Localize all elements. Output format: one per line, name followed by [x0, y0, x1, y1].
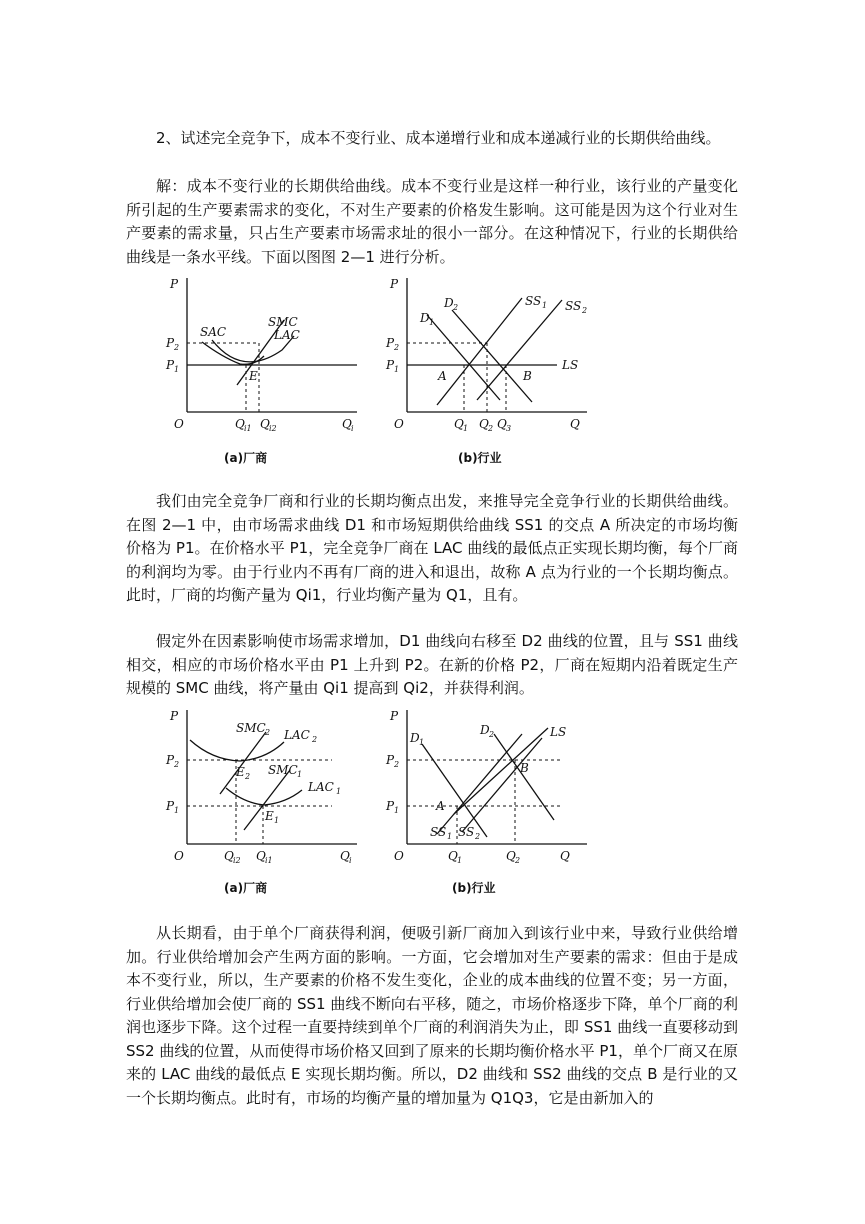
label-qi1-sub: i1: [265, 856, 273, 865]
label-qi: Q: [342, 417, 352, 431]
label-d2-sub: 2: [453, 303, 459, 312]
label-origin: O: [394, 849, 404, 863]
label-q1-sub: 1: [463, 424, 469, 433]
label-q3: Q: [497, 417, 507, 431]
label-d1-sub: 1: [429, 318, 435, 327]
d1-curve: [427, 315, 500, 400]
label-q3-sub: 3: [506, 424, 512, 433]
label-origin: O: [394, 417, 404, 431]
label-p2-sub: 2: [394, 343, 400, 352]
label-origin: O: [174, 417, 184, 431]
figure2-firm: [162, 702, 367, 902]
paragraph-1: 解：成本不变行业的长期供给曲线。成本不变行业是这样一种行业，该行业的产量变化所引起的生产要素需求的变化，不对生产要素的价格发生影响。这可能是因为这个行业对生产要素的需求量，只占生产要素市场需求址的很小一部分。在这种情况下，行业的长期供给曲线是一条水平线。下面以图图 2—1 进行分析。: [126, 177, 738, 266]
figure2-firm-caption: (a)厂商: [224, 881, 268, 895]
label-p2: P: [386, 336, 395, 350]
label-ss1: SS: [430, 825, 447, 839]
question-text: 2、试述完全竞争下，成本不变行业、成本递增行业和成本递减行业的长期供给曲线。: [156, 129, 721, 147]
label-qi2-sub: i2: [233, 856, 241, 865]
label-p1-sub: 1: [394, 806, 400, 815]
label-qi1: Q: [256, 849, 266, 863]
label-qi1: Q: [235, 417, 245, 431]
label-p: P: [390, 709, 399, 723]
label-q1: Q: [448, 849, 458, 863]
label-p: P: [170, 709, 179, 723]
figure1-firm-caption: (a)厂商: [224, 451, 268, 465]
label-d2-sub: 2: [489, 730, 495, 739]
label-p2: P: [166, 753, 175, 767]
label-ss1-sub: 1: [447, 832, 453, 841]
figure2-firm-plot: [162, 702, 367, 902]
d2-curve: [452, 310, 532, 402]
label-e2-sub: 2: [245, 772, 251, 781]
label-p1-sub: 1: [394, 365, 400, 374]
figure2-industry: [382, 702, 602, 902]
label-ss2-sub: 2: [475, 832, 481, 841]
figure2-industry-caption: (b)行业: [452, 881, 496, 895]
label-d1-sub: 1: [419, 738, 425, 747]
label-q2-sub: 2: [488, 424, 494, 433]
paragraph-4: 从长期看，由于单个厂商获得利润，便吸引新厂商加入到该行业中来，导致行业供给增加。行业供给增加会产生两方面的影响。一方面，它会增加对生产要素的需求：但由于是成本不变行业，所以，生产要素的价格不发生变化，企业的成本曲线的位置不变；另一方面，行业供给增加会使厂商的 SS1 曲线不断向右平移，随之，市场价格逐步下降，单个厂商的利润也逐步下降。这个过程一直要持续到单个厂商的利润消失为止，即 SS1 曲线一直要移动到 SS2 曲线的位置，从而使得市场价格又回到了原来的长期均衡价格水平 P1，单个厂商又在原来的 LAC 曲线的最低点 E 实现长期均衡。所以，D2 曲线和 SS2 曲线的交点 B 是行业的又一个长期均衡点。此时有，市场的均衡产量的增加量为 Q1Q3，它是由新加入的: [126, 924, 738, 1107]
label-ss2-sub: 2: [582, 306, 588, 315]
label-p2: P: [386, 753, 395, 767]
label-b: B: [520, 761, 529, 775]
label-e1-sub: 1: [274, 816, 280, 825]
label-qi: Q: [340, 849, 350, 863]
label-qi2-sub: i2: [269, 424, 277, 433]
label-a: A: [438, 369, 447, 383]
label-sac: SAC: [200, 325, 227, 339]
label-p2-sub: 2: [394, 760, 400, 769]
label-p1-sub: 1: [174, 365, 180, 374]
label-ss2: SS: [565, 299, 582, 313]
ss1-curve: [437, 298, 522, 405]
smc2-curve: [220, 732, 266, 794]
label-p1: P: [386, 358, 395, 372]
label-qi1-sub: i1: [244, 424, 252, 433]
figure1-industry-caption: (b)行业: [458, 451, 502, 465]
label-origin: O: [174, 849, 184, 863]
label-qi-sub: i: [349, 856, 352, 865]
ls-curve: [454, 728, 548, 814]
label-p2-sub: 2: [174, 343, 180, 352]
label-lac1-sub: 1: [336, 787, 342, 796]
label-ls: LS: [550, 725, 567, 739]
label-ss1-sub: 1: [542, 301, 548, 310]
label-d2: D: [480, 723, 490, 737]
label-e2: E: [236, 765, 245, 779]
figure1-firm-plot: [162, 270, 367, 470]
label-qi2: Q: [260, 417, 270, 431]
label-p1: P: [166, 799, 175, 813]
figure1-firm: [162, 270, 367, 470]
paragraph-3: 假定外在因素影响使市场需求增加，D1 曲线向右移至 D2 曲线的位置，且与 SS1 曲线相交，相应的市场价格水平由 P1 上升到 P2。在新的价格 P2，厂商在短期内沿着既定生产规模的 SMC 曲线，将产量由 Qi1 提高到 Qi2，并获得利润。: [126, 632, 738, 697]
label-q2: Q: [506, 849, 516, 863]
label-p2-sub: 2: [174, 760, 180, 769]
label-d2: D: [444, 296, 454, 310]
label-e: E: [249, 369, 258, 383]
label-q1-sub: 1: [457, 856, 463, 865]
lac1-curve: [226, 788, 302, 805]
label-smc2: SMC: [236, 721, 266, 735]
label-smc: SMC: [268, 315, 298, 329]
d2-curve: [494, 734, 554, 820]
label-ss2: SS: [458, 825, 475, 839]
d1-curve: [422, 744, 487, 837]
label-lac1: LAC: [308, 780, 334, 794]
label-b: B: [523, 369, 532, 383]
label-a: A: [436, 799, 445, 813]
figure2-industry-plot: [382, 702, 602, 902]
label-q1: Q: [454, 417, 464, 431]
label-p: P: [390, 277, 399, 291]
label-qi-sub: i: [351, 424, 354, 433]
figure1-industry-plot: [382, 270, 602, 470]
label-p2: P: [166, 336, 175, 350]
label-lac: LAC: [274, 328, 300, 342]
label-d1: D: [420, 311, 430, 325]
label-smc2-sub: 2: [265, 728, 271, 737]
label-p: P: [170, 277, 179, 291]
label-q: Q: [570, 417, 580, 431]
label-q: Q: [560, 849, 570, 863]
label-p1: P: [386, 799, 395, 813]
label-smc1-sub: 1: [297, 770, 303, 779]
paragraph-2: 我们由完全竞争厂商和行业的长期均衡点出发，来推导完全竞争行业的长期供给曲线。在图 2—1 中，由市场需求曲线 D1 和市场短期供给曲线 SS1 的交点 A 所决定的市场均衡价格为 P1。在价格水平 P1，完全竞争厂商在 LAC 曲线的最低点正实现长期均衡，每个厂商的利润均为零。由于行业内不再有厂商的进入和退出，故称 A 点为行业的一个长期均衡点。此时，厂商的均衡产量为 Qi1，行业均衡产量为 Q1，且有。: [126, 492, 738, 604]
label-lac2: LAC: [284, 728, 310, 742]
lac2-curve: [190, 740, 284, 761]
label-ls: LS: [562, 358, 579, 372]
label-q2: Q: [479, 417, 489, 431]
label-p1-sub: 1: [174, 806, 180, 815]
label-qi2: Q: [224, 849, 234, 863]
label-lac2-sub: 2: [312, 735, 318, 744]
label-q2-sub: 2: [515, 856, 521, 865]
label-d1: D: [410, 731, 420, 745]
label-smc1: SMC: [268, 763, 298, 777]
label-ss1: SS: [525, 294, 542, 308]
label-p1: P: [166, 358, 175, 372]
figure1-industry: [382, 270, 602, 470]
ss2-curve: [477, 300, 562, 400]
label-e1: E: [265, 809, 274, 823]
